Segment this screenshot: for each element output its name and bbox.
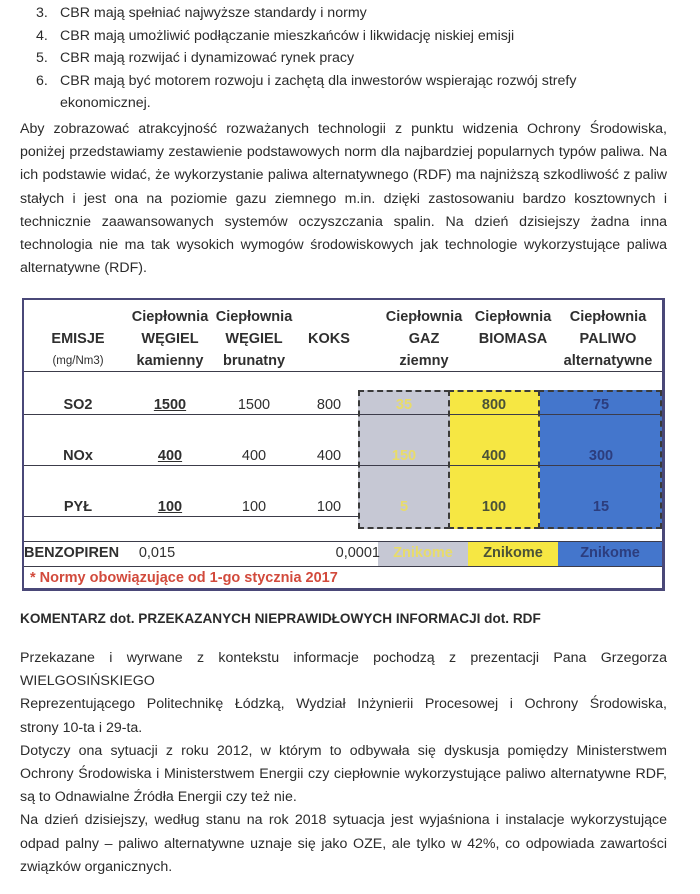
- comment-line: Przekazane i wyrwane z kontekstu informacje pochodzą z prezentacji Pana Grzegorza: [20, 650, 667, 666]
- header-line: KOKS: [308, 331, 350, 347]
- header-line: Ciepłownia: [474, 309, 552, 325]
- header-line: brunatny: [222, 353, 286, 369]
- header-line: WĘGIEL: [225, 331, 283, 347]
- header-emisje: [32, 306, 124, 372]
- cell-value: 800: [481, 397, 507, 413]
- header-biomass: [467, 306, 559, 350]
- header-coke: [294, 306, 364, 350]
- comment-heading: KOMENTARZ dot. PRZEKAZANYCH NIEPRAWIDŁOWYCH INFORMACJI dot. RDF: [20, 611, 541, 626]
- row-divider: [24, 566, 662, 567]
- header-line: EMISJE: [51, 331, 105, 347]
- requirements-list: [36, 2, 666, 115]
- row-label-so2: SO2: [63, 397, 93, 413]
- list-item: 4. CBR mają umożliwić podłączanie mieszkańców i likwidację niskiej emisji: [36, 27, 515, 44]
- emissions-table: [22, 298, 665, 591]
- table-header: [24, 300, 662, 372]
- cell-value: 400: [316, 448, 342, 464]
- header-line: Ciepłownia: [569, 309, 647, 325]
- header-line: Ciepłownia: [215, 309, 293, 325]
- header-line: Ciepłownia: [385, 309, 463, 325]
- row-label-benzopiren: BENZOPIREN: [24, 545, 120, 561]
- header-line: kamienny: [136, 353, 204, 369]
- intro-paragraph: Aby zobrazować atrakcyjność rozważanych technologii z punktu widzenia Ochrony Środowiska, poniżej przedstawiamy zestawienie podstawowych norm dla najbardziej popularnych typów paliwa. Na ich podstawie widać, że wykorzystanie paliwa alternatywnego (RDF) ma najniższą szkodliwość z paliw stałych i jest ona na poziomie gazu ziemnego m.in. dzięki zastosowaniu bardzo kosztownych i technicznie zaawansowanych systemów oczyszczania spalin. Na dzień dzisiejszy żadna inna technologia nie ma tak wysokich wymogów środowiskowych jak technologie wykorzystujące paliwa alternatywne (RDF).: [20, 121, 667, 277]
- cell-value: 1500: [153, 397, 187, 413]
- cell-value: 5: [399, 499, 409, 515]
- header-unit: (mg/Nm3): [52, 355, 104, 367]
- cell-value: 150: [391, 448, 417, 464]
- cell-value: 100: [481, 499, 507, 515]
- header-gas: [378, 306, 470, 372]
- comment-line: Reprezentującego Politechnikę Łódzką, Wydział Inżynierii Procesowej i Ochrony Środowiska,: [20, 696, 667, 713]
- cell-value: 400: [241, 448, 267, 464]
- cell-value: 0,015: [138, 545, 176, 561]
- cell-value: 0,0001: [335, 545, 380, 561]
- cell-value: 400: [157, 448, 183, 464]
- header-rdf: [554, 306, 662, 372]
- comment-body: [20, 647, 667, 879]
- row-label-pyl: PYŁ: [63, 499, 93, 515]
- cell-value: 35: [395, 397, 413, 413]
- header-line: GAZ: [408, 331, 440, 347]
- cell-value: 300: [588, 448, 614, 464]
- cell-value: 400: [481, 448, 507, 464]
- list-item: 6. CBR mają być motorem rozwoju i zachętą dla inwestorów wspierając rozwój strefy ekonomicznej.: [36, 72, 577, 112]
- comment-line: strony 10-ta i 29-ta.: [20, 719, 143, 736]
- header-line: Ciepłownia: [131, 309, 209, 325]
- header-line: ziemny: [399, 353, 449, 369]
- header-line: [294, 306, 364, 328]
- cell-value: 15: [592, 499, 610, 515]
- cell-value: 75: [592, 397, 610, 413]
- row-label-nox: NOx: [63, 448, 93, 464]
- row-divider: [24, 516, 360, 517]
- cell-value: Znikome: [580, 545, 640, 561]
- cell-value: 1500: [237, 397, 271, 413]
- comment-line: WIELGOSIŃSKIEGO: [20, 673, 155, 690]
- table-footnote: * Normy obowiązujące od 1-go stycznia 2017: [30, 570, 338, 586]
- header-line: BIOMASA: [478, 331, 548, 347]
- header-line: [32, 306, 124, 328]
- header-hard-coal: [124, 306, 216, 372]
- comment-paragraph: Na dzień dzisiejszy, według stanu na rok 2018 sytuacja jest wyjaśniona i instalacje wykorzystujące odpad palny – paliwo alternatywne uznaje się jako OZE, ale tylko w 42%, co odpowiada zawartości związków organicznych.: [20, 812, 667, 875]
- list-item: 5. CBR mają rozwijać i dynamizować rynek pracy: [36, 50, 355, 67]
- cell-value: Znikome: [483, 545, 543, 561]
- header-line: PALIWO: [579, 331, 637, 347]
- list-item: 3. CBR mają spełniać najwyższe standardy i normy: [36, 5, 367, 21]
- header-brown-coal: [208, 306, 300, 372]
- cell-value: 100: [316, 499, 342, 515]
- comment-paragraph: Dotyczy ona sytuacji z roku 2012, w którym to odbywała się dyskusja pomiędzy Ministerstwem Ochrony Środowiska i Ministerstwem Energii czy ciepłownie wykorzystujące paliwo alternatywne RDF, są to Odnawialne Źródła Energii czy też nie.: [20, 742, 667, 806]
- cell-value: 800: [316, 397, 342, 413]
- cell-value: 100: [241, 499, 267, 515]
- header-line: alternatywne: [563, 353, 653, 369]
- cell-value: 100: [157, 499, 183, 515]
- header-line: WĘGIEL: [141, 331, 199, 347]
- cell-value: Znikome: [393, 545, 453, 561]
